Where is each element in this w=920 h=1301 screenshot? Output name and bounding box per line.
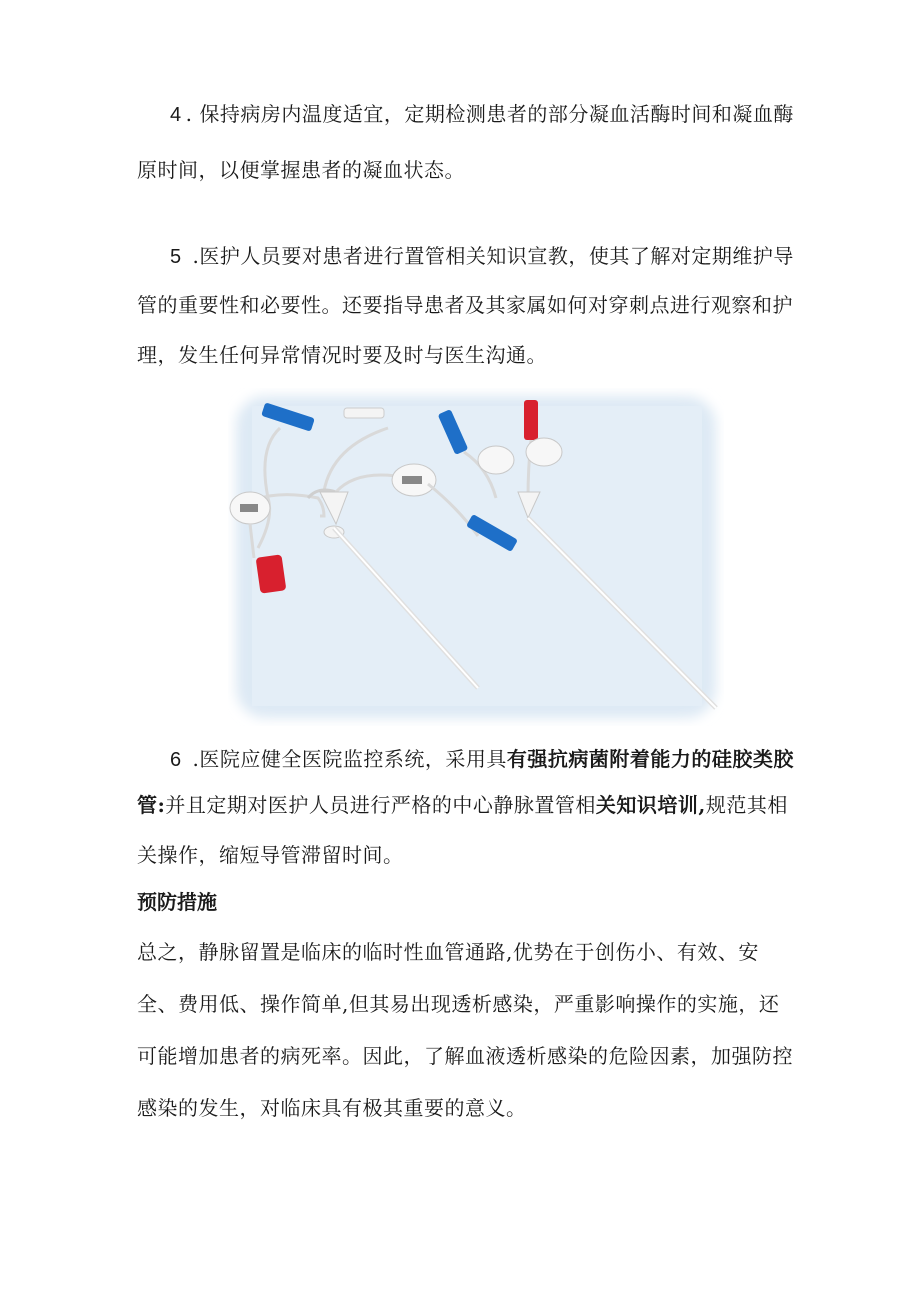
item-6-text-a: .医院应健全医院监控系统，采用具 — [185, 747, 507, 771]
summary-line-3: 可能增加患者的病死率。因此，了解血液透析感染的危险因素，加强防控 — [137, 1044, 793, 1068]
summary-line-4: 感染的发生，对临床具有极其重要的意义。 — [137, 1096, 527, 1120]
section-heading: 预防措施 — [137, 890, 217, 914]
item-6-text-b: 并且定期对医护人员进行严格的中心静脉置管相 — [165, 793, 596, 817]
summary-paragraph — [137, 926, 797, 1134]
catheter-photo — [228, 388, 724, 726]
item-number: 6 — [170, 749, 182, 771]
item-4-line-1: . 保持病房内温度适宜，定期检测患者的部分凝血活酶时间和凝血酶 — [185, 102, 794, 126]
item-5-line-3: 理，发生任何异常情况时要及时与医生沟通。 — [137, 343, 547, 367]
item-5-line-2: 管的重要性和必要性。还要指导患者及其家属如何对穿刺点进行观察和护 — [137, 293, 793, 317]
item-6-bold-c: 关知识培训, — [595, 793, 706, 817]
item-5-line-1: .医护人员要对患者进行置管相关知识宣教，使其了解对定期维护导 — [185, 244, 794, 268]
summary-line-1: 总之，静脉留置是临床的临时性血管通路,优势在于创伤小、有效、安 — [137, 940, 759, 964]
summary-line-2: 全、费用低、操作简单,但其易出现透析感染，严重影响操作的实施，还 — [137, 992, 780, 1016]
item-4-paragraph — [170, 86, 810, 143]
item-5-paragraph — [170, 228, 810, 285]
item-6-bold-b: 管: — [137, 793, 166, 817]
item-6-text-c: 规范其相 — [705, 793, 788, 817]
item-5-continuation — [137, 280, 797, 380]
item-number: 5 — [170, 246, 182, 268]
item-number: 4 — [170, 104, 182, 126]
item-6-continuation — [137, 780, 797, 880]
item-6-text-d: 关操作，缩短导管滞留时间。 — [137, 843, 404, 867]
item-4-line-2: 原时间，以便掌握患者的凝血状态。 — [137, 158, 465, 182]
item-6-bold-a: 有强抗病菌附着能力的硅胶类胶 — [506, 747, 794, 771]
item-4-continuation — [137, 142, 797, 198]
